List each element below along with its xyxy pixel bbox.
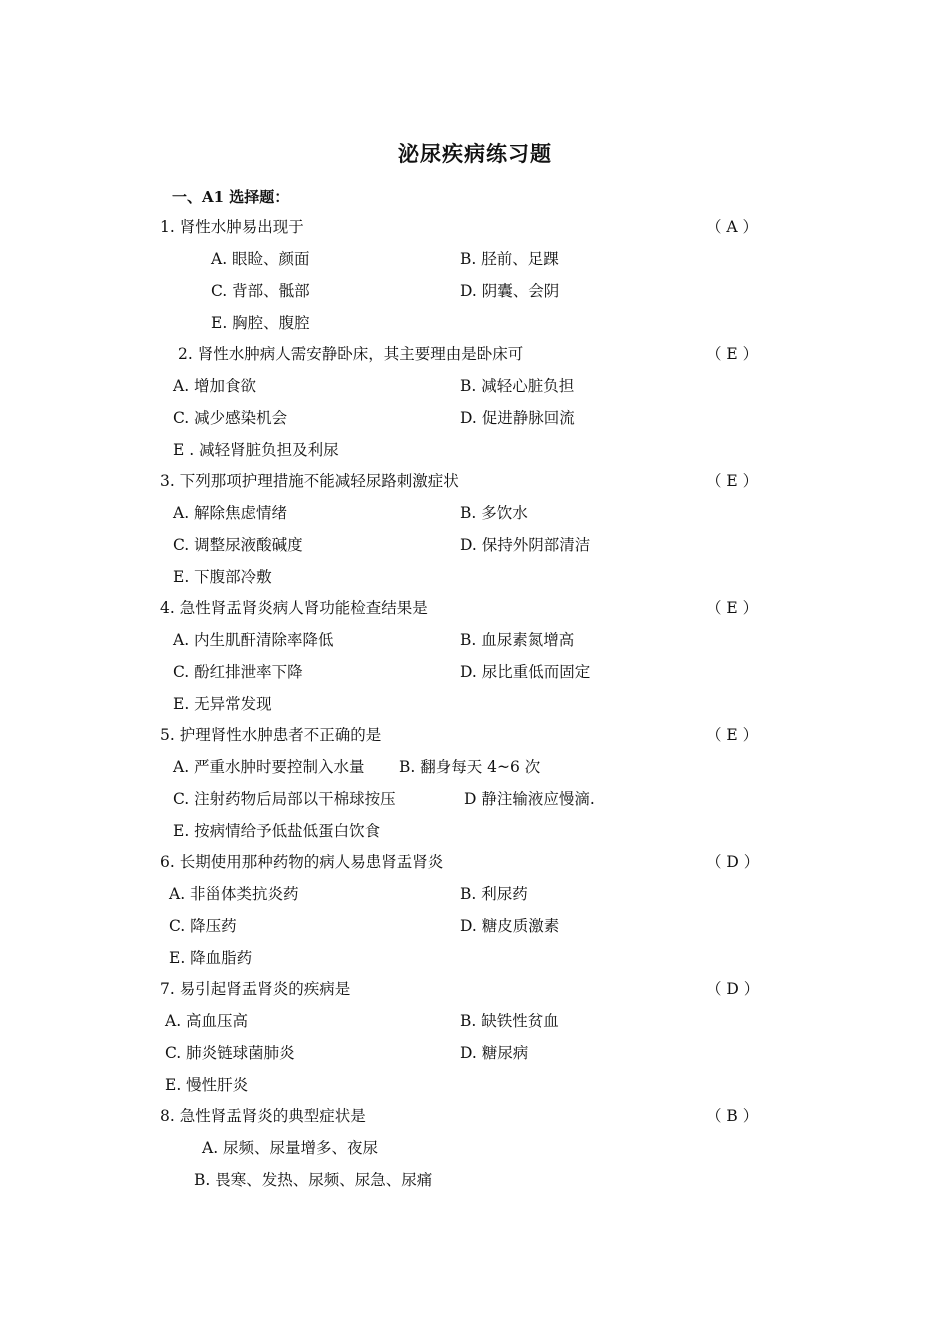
answer-key: （ E ） (706, 726, 759, 744)
option-e: E. 下腹部冷敷 (173, 568, 272, 586)
option-d: D. 保持外阴部清洁 (460, 536, 591, 554)
option-b: B. 减轻心脏负担 (460, 377, 575, 395)
question-stem: 8. 急性肾盂肾炎的典型症状是 (160, 1107, 366, 1125)
question-stem: 4. 急性肾盂肾炎病人肾功能检查结果是 (160, 599, 428, 617)
question-stem: 5. 护理肾性水肿患者不正确的是 (160, 726, 382, 744)
option-c: C. 减少感染机会 (173, 409, 288, 427)
option-b: B. 胫前、足踝 (460, 250, 559, 268)
option-d: D. 阴囊、会阴 (460, 282, 560, 300)
option-e: E. 慢性肝炎 (165, 1076, 249, 1094)
answer-key: （ D ） (706, 980, 760, 998)
option-a: A. 非甾体类抗炎药 (169, 885, 299, 903)
option-b: B. 利尿药 (460, 885, 528, 903)
option-d: D. 尿比重低而固定 (460, 663, 591, 681)
option-a: A. 解除焦虑情绪 (173, 504, 288, 522)
option-e: E. 按病情给予低盐低蛋白饮食 (173, 822, 381, 840)
option-b: B. 血尿素氮增高 (460, 631, 575, 649)
option-a: A. 增加食欲 (173, 377, 257, 395)
question-stem: 1. 肾性水肿易出现于 (160, 218, 304, 236)
option-c: C. 降压药 (169, 917, 237, 935)
option-e: E . 减轻肾脏负担及利尿 (173, 441, 339, 459)
answer-key: （ B ） (706, 1107, 759, 1125)
option-a: A. 高血压高 (165, 1012, 249, 1030)
answer-key: （ E ） (706, 472, 759, 490)
option-c: C. 调整尿液酸碱度 (173, 536, 303, 554)
option-b: B. 缺铁性贫血 (460, 1012, 559, 1030)
answer-key: （ D ） (706, 853, 760, 871)
option-a: A. 尿频、尿量增多、夜尿 (202, 1139, 379, 1157)
section-heading: 一、A1 选择题： (172, 188, 290, 206)
page-title: 泌尿疾病练习题 (398, 141, 552, 166)
option-a: A. 内生肌酐清除率降低 (173, 631, 334, 649)
answer-key: （ E ） (706, 345, 759, 363)
option-b: B. 畏寒、发热、尿频、尿急、尿痛 (194, 1171, 433, 1189)
option-b: B. 多饮水 (460, 504, 528, 522)
option-a: A. 眼睑、颜面 (211, 250, 310, 268)
option-e: E. 胸腔、腹腔 (211, 314, 310, 332)
option-c: C. 注射药物后局部以干棉球按压 (173, 790, 396, 808)
option-a: A. 严重水肿时要控制入水量 (173, 758, 365, 776)
question-stem: 2. 肾性水肿病人需安静卧床，其主要理由是卧床可 (178, 345, 524, 363)
option-e: E. 无异常发现 (173, 695, 272, 713)
question-stem: 3. 下列那项护理措施不能减轻尿路刺激症状 (160, 472, 459, 490)
option-b: B. 翻身每天 4~6 次 (399, 758, 541, 776)
option-c: C. 肺炎链球菌肺炎 (165, 1044, 295, 1062)
option-c: C. 背部、骶部 (211, 282, 310, 300)
option-c: C. 酚红排泄率下降 (173, 663, 303, 681)
question-stem: 6. 长期使用那种药物的病人易患肾盂肾炎 (160, 853, 444, 871)
answer-key: （ A ） (706, 218, 759, 236)
option-d: D. 促进静脉回流 (460, 409, 575, 427)
option-d: D. 糖皮质激素 (460, 917, 560, 935)
answer-key: （ E ） (706, 599, 759, 617)
question-stem: 7. 易引起肾盂肾炎的疾病是 (160, 980, 351, 998)
option-d: D. 糖尿病 (460, 1044, 529, 1062)
option-e: E. 降血脂药 (169, 949, 253, 967)
option-d: D 静注输液应慢滴. (464, 790, 595, 808)
